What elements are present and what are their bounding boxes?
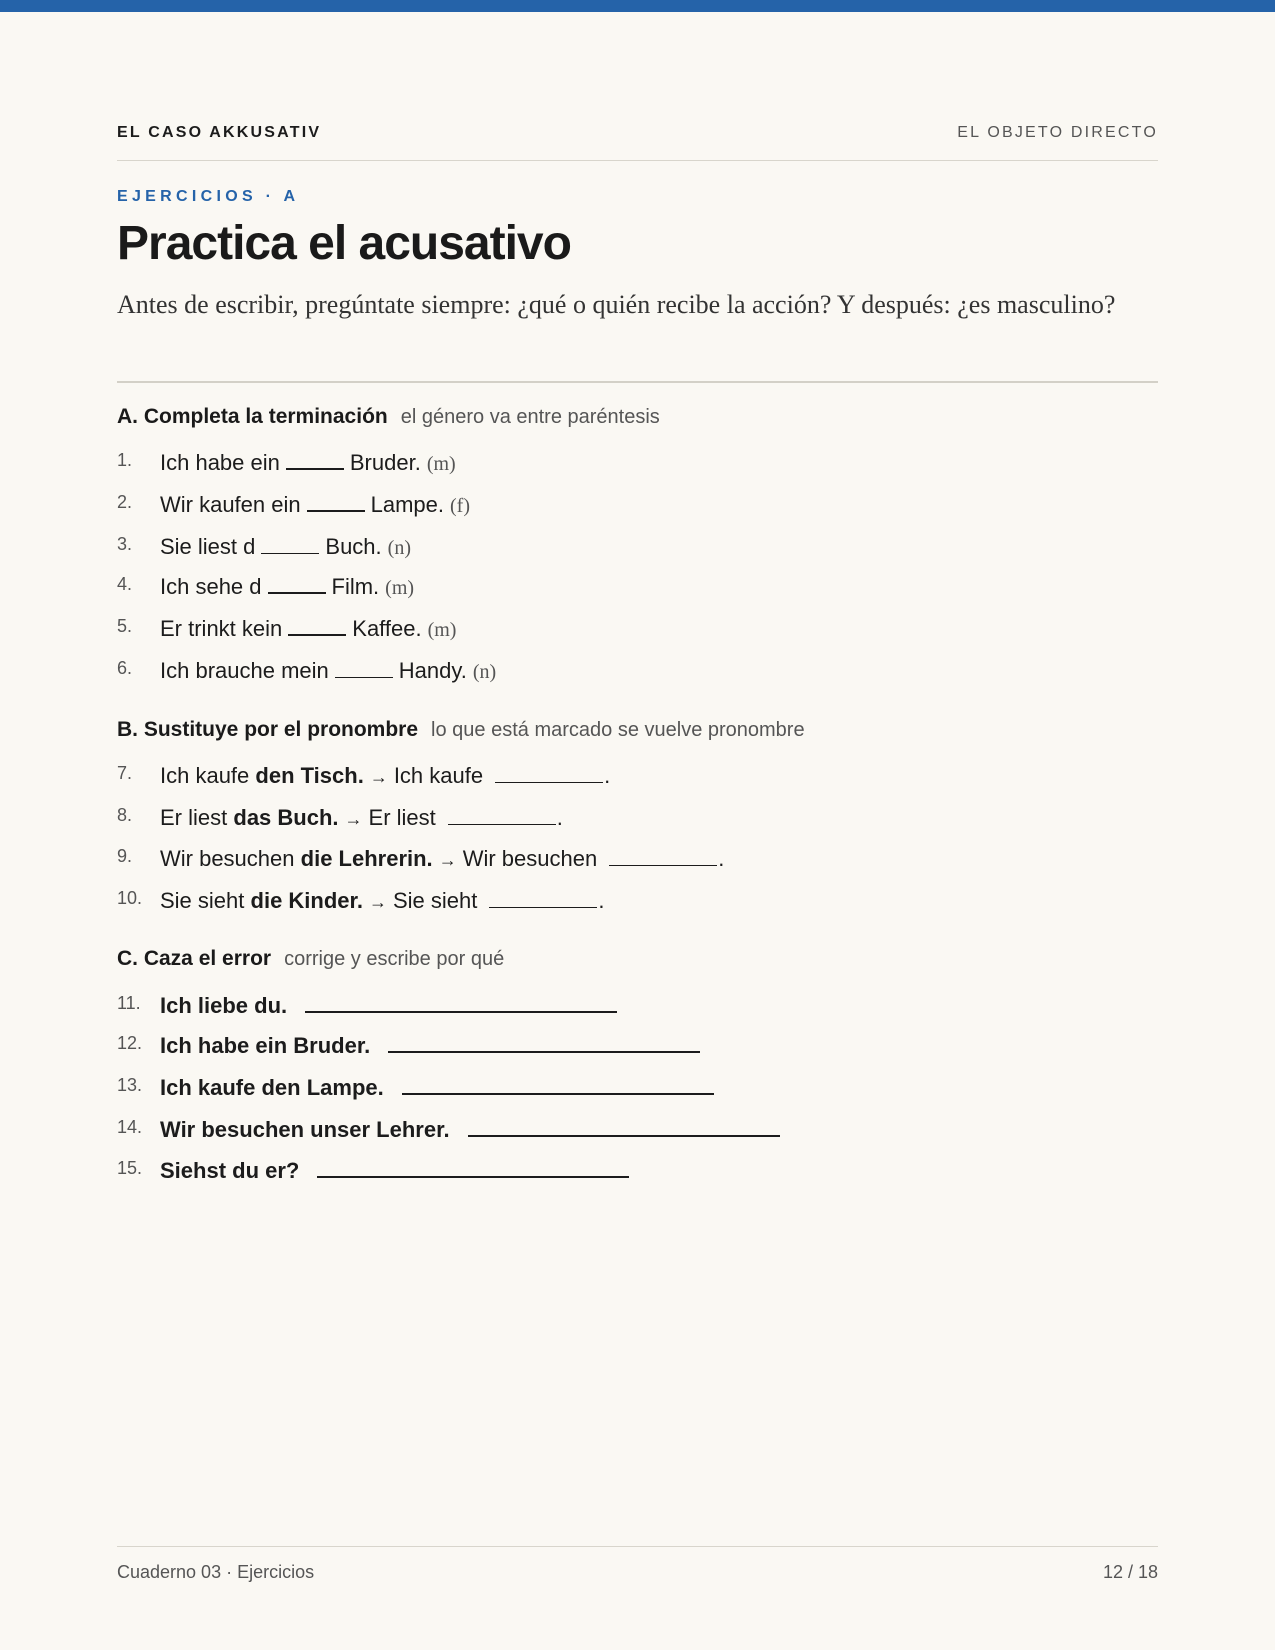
footer-divider bbox=[117, 1546, 1158, 1547]
sentence-start: Er liest bbox=[160, 805, 228, 830]
marked-object: den Tisch. bbox=[255, 763, 364, 788]
sentence-start: Sie liest d bbox=[160, 534, 256, 559]
page-number: 12 / 18 bbox=[1102, 1562, 1158, 1582]
item-number: 13. bbox=[117, 1075, 143, 1095]
sentence-start: Wir besuchen bbox=[160, 846, 295, 871]
error-sentence: Ich kaufe den Lampe. bbox=[160, 1075, 384, 1100]
sentence-end: Film. bbox=[331, 574, 380, 599]
gender-hint: (m) bbox=[385, 577, 415, 599]
answer-start: Er liest bbox=[368, 805, 436, 830]
section-c-heading bbox=[117, 947, 504, 977]
item-number: 10. bbox=[117, 888, 143, 908]
sentence-period: . bbox=[556, 805, 563, 830]
sentence-start: Ich habe ein bbox=[160, 450, 280, 475]
arrow-icon: → bbox=[369, 892, 387, 912]
running-head-right: EL OBJETO DIRECTO bbox=[957, 124, 1158, 141]
item-number: 2. bbox=[117, 492, 133, 512]
section-b-heading bbox=[117, 718, 805, 748]
item-number: 15. bbox=[117, 1158, 143, 1178]
sentence-start: Sie sieht bbox=[160, 888, 245, 913]
answer-start: Wir besuchen bbox=[462, 846, 598, 871]
running-head bbox=[117, 124, 1158, 142]
section-c-note: corrige y escribe por qué bbox=[284, 948, 505, 970]
sentence-start: Ich sehe d bbox=[160, 574, 262, 599]
item-number: 4. bbox=[117, 574, 133, 594]
answer-blank[interactable] bbox=[609, 865, 717, 866]
answer-blank[interactable] bbox=[448, 824, 556, 825]
sentence-period: . bbox=[718, 846, 725, 871]
item-number: 7. bbox=[117, 763, 133, 783]
sentence-end: Kaffee. bbox=[352, 616, 422, 641]
item-number: 14. bbox=[117, 1117, 143, 1137]
section-a-title: A. Completa la terminación bbox=[117, 405, 388, 428]
item-number: 9. bbox=[117, 846, 133, 866]
lead-paragraph: Antes de escribir, pregúntate siempre: ¿qué o quién recibe la acción? Y después: ¿es masculino? bbox=[117, 290, 1116, 319]
error-sentence: Ich liebe du. bbox=[160, 993, 288, 1018]
gender-hint: (n) bbox=[472, 661, 497, 683]
answer-blank[interactable] bbox=[307, 510, 365, 512]
answer-line[interactable] bbox=[388, 1051, 700, 1053]
sentence-end: Lampe. bbox=[370, 492, 445, 517]
answer-blank[interactable] bbox=[489, 907, 597, 908]
sentence-period: . bbox=[598, 888, 605, 913]
answer-line[interactable] bbox=[468, 1135, 780, 1137]
answer-blank[interactable] bbox=[495, 782, 603, 783]
sentence-start: Er trinkt kein bbox=[160, 616, 283, 641]
gender-hint: (m) bbox=[426, 453, 456, 475]
marked-object: die Kinder. bbox=[250, 888, 363, 913]
answer-line[interactable] bbox=[402, 1093, 714, 1095]
answer-start: Sie sieht bbox=[393, 888, 478, 913]
gender-hint: (f) bbox=[450, 495, 470, 517]
section-a-heading bbox=[117, 405, 660, 435]
marked-object: die Lehrerin. bbox=[300, 846, 433, 871]
error-sentence: Siehst du er? bbox=[160, 1158, 300, 1183]
section-c-title: C. Caza el error bbox=[117, 947, 272, 970]
item-number: 8. bbox=[117, 805, 133, 825]
arrow-icon: → bbox=[369, 767, 388, 787]
answer-start: Ich kaufe bbox=[393, 763, 484, 788]
item-number: 6. bbox=[117, 658, 133, 678]
item-number: 5. bbox=[117, 616, 133, 636]
sentence-end: Bruder. bbox=[349, 450, 421, 475]
answer-blank[interactable] bbox=[335, 677, 393, 678]
gender-hint: (n) bbox=[387, 537, 411, 559]
answer-blank[interactable] bbox=[268, 592, 326, 594]
answer-blank[interactable] bbox=[288, 634, 346, 636]
sentence-start: Ich brauche mein bbox=[160, 658, 329, 683]
sentence-end: Buch. bbox=[325, 534, 382, 559]
item-number: 1. bbox=[117, 450, 133, 470]
section-b-note: lo que está marcado se vuelve pronombre bbox=[431, 719, 805, 741]
gender-hint: (m) bbox=[427, 619, 457, 641]
arrow-icon: → bbox=[344, 809, 363, 829]
sentence-start: Wir kaufen ein bbox=[160, 492, 301, 517]
header-divider bbox=[117, 160, 1158, 161]
footer-label: Cuaderno 03 · Ejercicios bbox=[117, 1562, 315, 1582]
error-sentence: Ich habe ein Bruder. bbox=[160, 1033, 371, 1058]
running-head-left: EL CASO AKKUSATIV bbox=[117, 124, 322, 141]
arrow-icon: → bbox=[438, 850, 457, 870]
answer-line[interactable] bbox=[317, 1176, 629, 1178]
section-a-note: el género va entre paréntesis bbox=[400, 406, 660, 428]
sentence-start: Ich kaufe bbox=[160, 763, 250, 788]
item-number: 3. bbox=[117, 534, 133, 554]
answer-blank[interactable] bbox=[261, 553, 319, 554]
section-kicker: EJERCICIOS · A bbox=[117, 188, 300, 205]
answer-blank[interactable] bbox=[286, 468, 344, 470]
section-b-title: B. Sustituye por el pronombre bbox=[117, 718, 419, 741]
marked-object: das Buch. bbox=[233, 805, 339, 830]
item-number: 11. bbox=[117, 993, 141, 1013]
sentence-period: . bbox=[604, 763, 611, 788]
item-number: 12. bbox=[117, 1033, 143, 1053]
answer-line[interactable] bbox=[305, 1011, 617, 1013]
top-accent-bar bbox=[0, 0, 1275, 12]
sentence-end: Handy. bbox=[398, 658, 467, 683]
intro-divider bbox=[117, 381, 1158, 383]
page-title: Practica el acusativo bbox=[117, 217, 571, 270]
error-sentence: Wir besuchen unser Lehrer. bbox=[160, 1117, 450, 1142]
